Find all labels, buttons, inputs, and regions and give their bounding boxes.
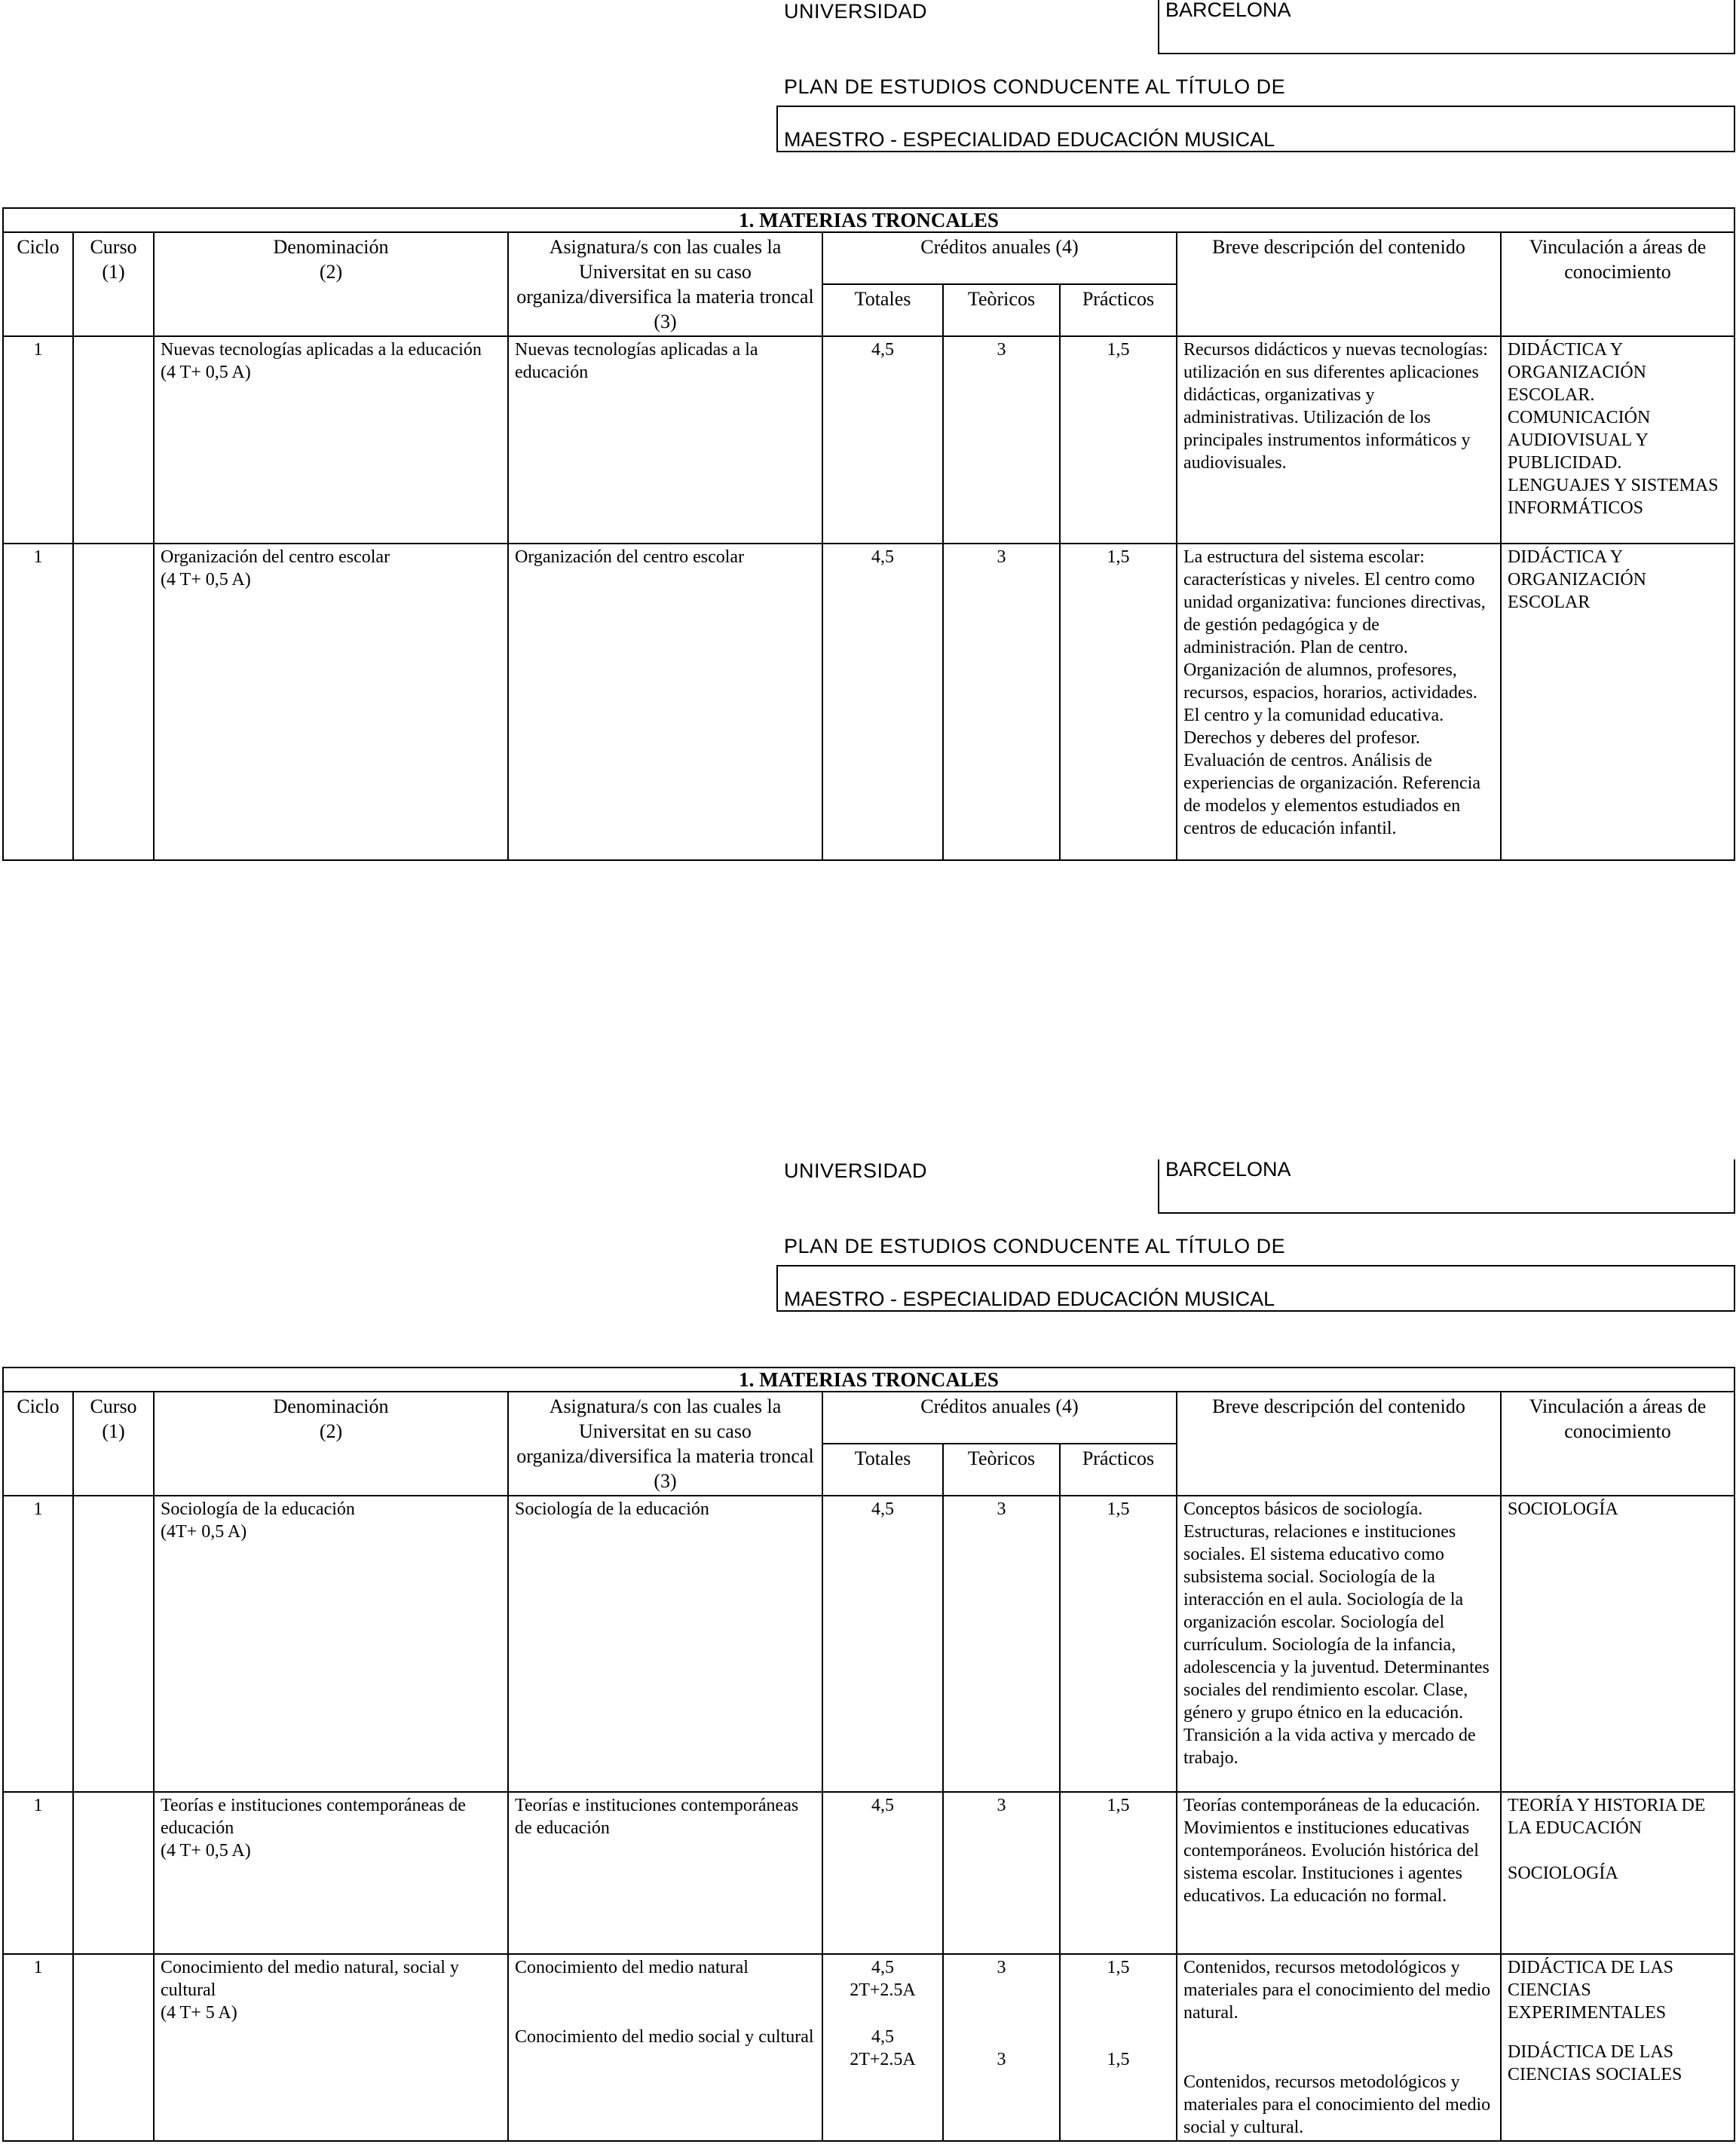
universidad-label: UNIVERSIDAD: [784, 0, 928, 23]
cell-teoricos: 3: [943, 544, 1060, 860]
cell-totales: 4,5: [822, 336, 943, 544]
cell-practicos: 1,5: [1060, 336, 1177, 544]
cell-denominacion: Sociología de la educación (4T+ 0,5 A): [154, 1496, 508, 1792]
table-row: [3, 1792, 1734, 1954]
cell-ciclo: 1: [3, 1496, 73, 1792]
cell-totales: 4,5: [822, 1792, 943, 1954]
cell-teoricos: 3 3: [943, 1954, 1060, 2141]
cell-asignatura: Teorías e instituciones contemporáneas de educación: [508, 1792, 822, 1954]
cell-vinculacion: DIDÁCTICA Y ORGANIZACIÓN ESCOLAR: [1501, 544, 1734, 860]
col-teoricos: Teòricos: [943, 1444, 1060, 1496]
table-row: [3, 544, 1734, 860]
materias-troncales-table: [2, 1367, 1735, 2142]
titulo-value: MAESTRO - ESPECIALIDAD EDUCACIÓN MUSICAL: [776, 106, 1735, 152]
cell-ciclo: 1: [3, 1954, 73, 2141]
cell-denominacion: Conocimiento del medio natural, social y cultural (4 T+ 5 A): [154, 1954, 508, 2141]
table-title: 1. MATERIAS TRONCALES: [3, 1368, 1734, 1392]
cell-practicos: 1,5 1,5: [1060, 1954, 1177, 2141]
cell-teoricos: 3: [943, 1792, 1060, 1954]
col-curso: Curso (1): [73, 1392, 154, 1496]
table-row: [3, 1954, 1734, 2141]
cell-asignatura: Conocimiento del medio natural Conocimiento del medio social y cultural: [508, 1954, 822, 2141]
col-asignaturas: Asignatura/s con las cuales la Universitat en su caso organiza/diversifica la materia troncal (3): [508, 232, 822, 336]
titulo-value: MAESTRO - ESPECIALIDAD EDUCACIÓN MUSICAL: [776, 1265, 1735, 1312]
col-totales: Totales: [822, 284, 943, 336]
cell-curso: [73, 1496, 154, 1792]
table-row: [3, 336, 1734, 544]
col-practicos: Prácticos: [1060, 1444, 1177, 1496]
cell-totales: 4,5: [822, 544, 943, 860]
cell-totales: 4,5 2T+2.5A 4,5 2T+2.5A: [822, 1954, 943, 2141]
col-curso: Curso (1): [73, 232, 154, 336]
universidad-label: UNIVERSIDAD: [784, 1159, 928, 1182]
cell-teoricos: 3: [943, 336, 1060, 544]
cell-descripcion: La estructura del sistema escolar: características y niveles. El centro como unidad organizativa: funciones directivas, de gestión pedagógica y de administración. Plan de centro. Organización de alumnos, profesores, recursos, espacios, horarios, actividades. El centro y la comunidad educativa. Derechos y deberes del profesor. Evaluación de centros. Análisis de experiencias de organización. Referencia de modelos y elementos estudiados en centros de educación infantil.: [1177, 544, 1501, 860]
cell-descripcion: Recursos didácticos y nuevas tecnologías: utilización en sus diferentes aplicaciones didácticas, organizativas y administrativas. Utilización de los principales instrumentos informáticos y audiovisuales.: [1177, 336, 1501, 544]
plan-label: PLAN DE ESTUDIOS CONDUCENTE AL TÍTULO DE: [784, 75, 1286, 98]
cell-totales: 4,5: [822, 1496, 943, 1792]
cell-vinculacion: SOCIOLOGÍA: [1501, 1496, 1734, 1792]
cell-curso: [73, 336, 154, 544]
col-teoricos: Teòricos: [943, 284, 1060, 336]
col-ciclo: Ciclo: [3, 1392, 73, 1496]
plan-label: PLAN DE ESTUDIOS CONDUCENTE AL TÍTULO DE: [784, 1235, 1286, 1257]
cell-curso: [73, 544, 154, 860]
cell-denominacion: Nuevas tecnologías aplicadas a la educación (4 T+ 0,5 A): [154, 336, 508, 544]
universidad-value: BARCELONA: [1158, 1159, 1735, 1214]
cell-ciclo: 1: [3, 1792, 73, 1954]
universidad-value: BARCELONA: [1158, 0, 1735, 54]
cell-vinculacion: DIDÁCTICA DE LAS CIENCIAS EXPERIMENTALES DIDÁCTICA DE LAS CIENCIAS SOCIALES: [1501, 1954, 1734, 2141]
col-vinculacion: Vinculación a áreas de conocimiento: [1501, 232, 1734, 336]
cell-vinculacion: DIDÁCTICA Y ORGANIZACIÓN ESCOLAR. COMUNICACIÓN AUDIOVISUAL Y PUBLICIDAD. LENGUAJES Y SISTEMAS INFORMÁTICOS: [1501, 336, 1734, 544]
col-descripcion: Breve descripción del contenido: [1177, 1392, 1501, 1496]
col-practicos: Prácticos: [1060, 284, 1177, 336]
cell-asignatura: Organización del centro escolar: [508, 544, 822, 860]
cell-ciclo: 1: [3, 544, 73, 860]
col-descripcion: Breve descripción del contenido: [1177, 232, 1501, 336]
col-totales: Totales: [822, 1444, 943, 1496]
cell-descripcion: Teorías contemporáneas de la educación. Movimientos e instituciones educativas contemporáneos. Evolución histórica del sistema escolar. Instituciones i agentes educativos. La educación no formal.: [1177, 1792, 1501, 1954]
col-creditos: Créditos anuales (4): [822, 1392, 1177, 1444]
cell-curso: [73, 1792, 154, 1954]
col-ciclo: Ciclo: [3, 232, 73, 336]
cell-teoricos: 3: [943, 1496, 1060, 1792]
col-vinculacion: Vinculación a áreas de conocimiento: [1501, 1392, 1734, 1496]
cell-asignatura: Sociología de la educación: [508, 1496, 822, 1792]
cell-practicos: 1,5: [1060, 1792, 1177, 1954]
col-denominacion: Denominación (2): [154, 232, 508, 336]
table-title: 1. MATERIAS TRONCALES: [3, 208, 1734, 232]
cell-ciclo: 1: [3, 336, 73, 544]
cell-vinculacion: TEORÍA Y HISTORIA DE LA EDUCACIÓN SOCIOLOGÍA: [1501, 1792, 1734, 1954]
cell-curso: [73, 1954, 154, 2141]
cell-practicos: 1,5: [1060, 544, 1177, 860]
cell-asignatura: Nuevas tecnologías aplicadas a la educación: [508, 336, 822, 544]
cell-denominacion: Organización del centro escolar (4 T+ 0,5 A): [154, 544, 508, 860]
col-asignaturas: Asignatura/s con las cuales la Universitat en su caso organiza/diversifica la materia troncal (3): [508, 1392, 822, 1496]
materias-troncales-table: [2, 207, 1735, 861]
cell-descripcion: Contenidos, recursos metodológicos y materiales para el conocimiento del medio natural. Contenidos, recursos metodológicos y materiales para el conocimiento del medio social y cultural.: [1177, 1954, 1501, 2141]
cell-practicos: 1,5: [1060, 1496, 1177, 1792]
col-creditos: Créditos anuales (4): [822, 232, 1177, 284]
cell-denominacion: Teorías e instituciones contemporáneas de educación (4 T+ 0,5 A): [154, 1792, 508, 1954]
cell-descripcion: Conceptos básicos de sociología. Estructuras, relaciones e instituciones sociales. El sistema educativo como subsistema social. Sociología de la interacción en el aula. Sociología de la organización escolar. Sociología del currículum. Sociología de la infancia, adolescencia y la juventud. Determinantes sociales del rendimiento escolar. Clase, género y grupo étnico en la educación. Transición a la vida activa y mercado de trabajo.: [1177, 1496, 1501, 1792]
col-denominacion: Denominación (2): [154, 1392, 508, 1496]
table-row: [3, 1496, 1734, 1792]
